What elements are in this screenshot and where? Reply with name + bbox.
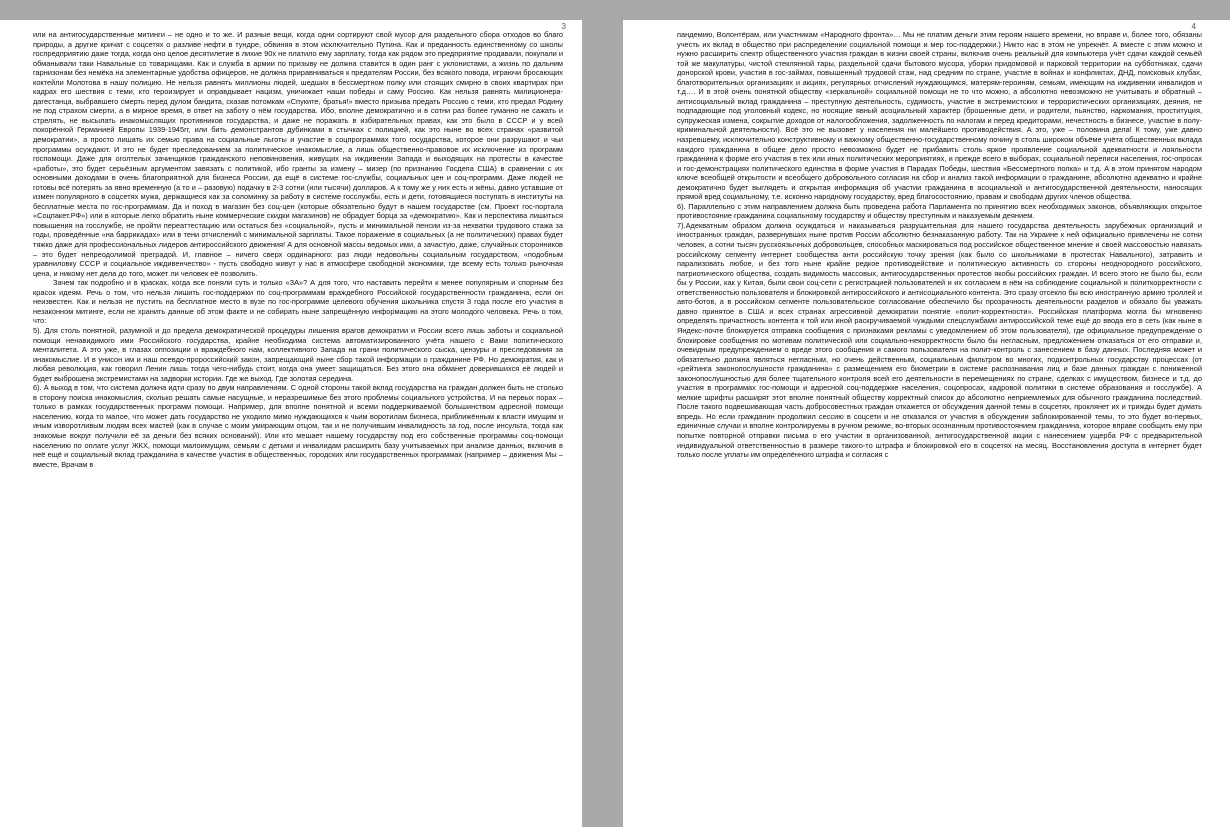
paragraph: пандемию, Волонтёрам, или участникам «Народного фронта»… Мы не платим деньги этим героям нашего времени, но вправе и, более того, обязаны учесть их вклад в общество при распределении социальной помощи и мер гос-поддержки.) Никто нас в этом не упрекнёт. А вместе с этим можно и нужно расширить спектр общественного участия граждан в жизни своей страны, включив очень реальный для компьютера учёт сдачи каждой семьёй той же макулатуры, чистой стеклянной тары, раздельной сдачи бытового мусора, уборки придомовой и парковой территории на субботниках, сдачи донорской крови, участия в гос-займах, повышенный трудовой стаж, над средним по стране, участие в войнах и конфликтах, ДНД, поисковых клубах, благотворительных организациях и акциях, регулярных отчислений нуждающимся, матерям-героиням, семьям, имеющим на иждивении инвалидов и т.д…. И в этой очень понятной обществу «зеркальной» социальной помощи не то что можно, а абсолютно невозможно не учитывать и обратный – антисоциальный вклад гражданина – преступную деятельность, судимость, участие в экстремистских и террористических организациях, деяния, не подпадающие под уголовный кодекс, но носящие явный асоциальный характер (брошенные дети, и родители, пьянство, наркомания, проституция, супружеская измена, сокрытие доходов от налогообложения, задолженность по налогам и перед кредиторами, нечестность в бизнесе, участие в полу-криминальной деятельности). Всё это не вызовет у населения ни малейшего противодействия. А это, уже – половина дела! К тому, уже давно назревшему, исключительно конструктивному и важному общественно-государственному почину в столь широком объёме учёта общественных вклада каждого гражданина в общее дело просто невозможно будет не прибавить столь яркое проявление социальной адекватности и лояльности гражданина к форме его участия в тех или иных политических мероприятиях, и прежде всего в выборах, социальной переписи населения, гос-опросах и гос-демонстрациях политического единства в форме участия в Парадах Победы, шествия «Бессмертного полка» и т.д. А в этом принятом народом ключе всеобщей открытости и всеобщего добровольного согласия на сбор и анализ такой информации о гражданине, абсолютно адекватно и крайне демократично будет выглядеть и открытая информация об участии гражданина в асоциальной и антигосударственной деятельности, наносящих прямой вред социальному, т.е. исконно народному государству, вред благосостоянию, правам и свободам других членов общества. [677,30,1202,202]
document-page-3 [0,20,582,827]
paragraph: или на антигосударственные митинги – не одно и то же. И разные вещи, когда одни сортируют свой мусор для раздельного сбора отходов во благо природы, а другие кричат с соцсетях о разливе нефти в тундре, обвиняя в этом исключительно Путина. Как и преданность единственному со школы госпредприятию даже тогда, когда оно целое десятилетие в лихие 90х не платило ему зарплату, тогда как рядом это предприятие продавали, покупали и обманывали таки Навальные со товарищами. Как и служба в армии по призыву не должна ставится в один ранг с уклонистами, а жизнь по дальним гарнизонам без немёка на элементарные удобства офицеров, не должна приравниваться к предателям России, без всякого повода, играючи бросающих коктейли Молотова в нашу полицию. Не нельзя равнять миллионы людей, шедших в бессмертном полку или стоящих смирно в своих квартирах при кадрах его шествия с теми, кто героизирует и оправдывает нацизм, уничижает наши победы и саму Россию. Как нельзя равнять милиционера-дагестанца, выбравшего смерть перед дулом бандита, сказав потомкам «Спуките, братья!» вместо призыва предать Россию с теми, кто предал Родину не под страхом смерти, а в мирное время, в ответ на заботу о нём государства. Ибо, вполне демократично и в сотни раз более гуманно не сажать и стрелять, не высылать инакомыслящих противников государства, и даже не поражать в избирательных правах, как это было в СССР и у всей покорённой Германией Европы 1939-1945гг, или бить демонстрантов дубинками в стычках с полицией, как это ныне во всех странах «развитой демократии», а просто лишать их семью права на социальные льготы и участие в соцпрограммах того государства, которое они разрушают и чьи программы осуждают. И это не будет преследованием за политическое инакомыслие, а лишь общественно-правовое их исключение из программ госпомощи. Даже для оголтелых зачинщиков гражданского неповиновения, живущих на иждивении Запада и выходящих на протесты в качестве «работы», это будет серьёзным аргументом завязать с политикой, ибо гранты за измену – мизер (по признанию Госдепа США) в сравнении с их основными доходами в очень благоприятной для бизнеса России, да ещё в системе гос-службы, социальных цен и соц-программ. Даже людей не готовы всё потерять за явно временную (а то и – разовую) подачку в 2-3 сотни (или тысячи) долларов. А к тому же у них есть и жёны, давно уставшие от измен популярного в соцсетях мужа, держащиеся как за соломинку за работу в системе госслужбы, есть и дети, готовящиеся поступать в институты на бесплатные места по гос-программам. Да и поход в магазин без соц-цен (которые обязательно будут в нашем государстве (см. Проект гос-портала «Соцпакет.РФ») или в которые легко обратить ныне коммерческие скидки магазинов) не обрадует борца за «демократию». Как и перспектива лишиться повышения на госслужбе, не пройти переаттестацию или остаться без «социальной», пусть и минимальной пенсии из-за нехватки трудового стажа за годы, проведённые «на баррикадах» или в тени отчислений с минимальной зарплаты. Такое поражение в социальных (а не политических) правах будет тяжко даже для профессиональных лидеров антироссийского движения! А для основной массы ведомых ими, а зачастую, даже, случайных сторонников – это будет непреодолимой преградой. И, главное – ничего сверх ординарного: раз люди недовольны социальным государством, «подобным уравниловку СССР и социальное иждивенчество» - пусть свободно живут у нас в атмосфере свободной экономики, где всему есть только рыночная цена, и никому нет дела до того, может ли человек её позволить. [33,30,563,278]
page-number: 3 [561,22,566,31]
page-number: 4 [1191,22,1196,31]
page-text [33,30,563,825]
paragraph: 6). Параллельно с этим направлением должна быть проведена работа Парламента по принятию всех необходимых законов, объявляющих открытое противостояние гражданина социальному государству и обществу преступным и наказуемым деянием. [677,201,1202,221]
paragraph: Зачем так подробно и в красках, когда все поняли суть и только «ЗА»? А для того, что наставить перейти к менее популярным и спорным без красок идеям. Речь о том, что нельзя лишить гос-поддержки по соц-программам враждебного Российской государственности гражданина, если он неизвестен. Как и нельзя не пустить на бесплатное место в вузе по гос-программе целевого обучения школьника спустя 3 года после его участия в незаконном митинге, если не хранить данные об этом факте и не собирать ныне запрещённую информацию на этого молодого человека. Речь о том, что: [33,278,563,326]
page-text [677,30,1202,825]
paragraph: 7).Адекватным образом должна осуждаться и наказываться разрушительная для нашего государства деятельность зарубежных организаций и иностранных граждан, развернувших ныне против России абсолютно безнаказанную работу. Так на Украине к ней официально привлечены не сотни человек, а сотни тысяч русскоязычных добровольцев, способных маскироваться под российское общественное мнение и своей массовостью навязать российскому сегменту интернет сообщества анти российскую точку зрения (как было со школьниками в протестах Навального), затравить и парализовать любое, и без того ныне крайне редкое противодействие и политическую активность со стороны неоднородного российского, патриотического общества, создать видимость массовых, антигосударственных протестов якобы российских граждан. И всего этого не было бы, если бы у России, как у Китая, были свои соц-сети с регистрацией пользователей и их согласием в нём на соблюдение социальной и политкорректности с ответственностью пользователя и блокировкой антироссийского и антисоциального контента. Это сразу отсекло бы всю иностранную армию троллей и авто-ботов, а в российском сегменте пользовательское согласование обеспечило бы прозрачность деятельности разделов и обязало бы уважать давно принятое в США и всех странах агрессивной демократии понятие «полит-корректности». Российская платформа могла бы мгновенно определять причастность контента к той или иной раскручиваемой чуждыми спецслужбами антироссийской теме ещё до ввода его в сеть (как ныне в Яндекс-почте блокируется отправка сообщения с признаками рекламы с уведомлением об этом пользователя), где официальное предупреждение о блокировке сообщения по мотивам политической или социально-некорректности было бы негласным, предложением отказаться от его отправки и, очевидным предупреждением о вреде этого сообщения и самого пользователя на полит-контроль с занесением в базу данных. Последняя может и обязательно должна являться негласным, но очень действенным, социальным фильтром во многих, подконтрольных государству процессах (от «рейтинга законопослушности гражданина» с размещением его биометрии в системе распознавания лиц и базе данных граждан с пониженной законопослушностью для более тщательного контроля всей его деятельности в перемещениях по стране, сделках с имуществом, бизнесе и т.д. до участия в программах гос-помощи и адресной соц-поддержке населения, соцопросах, кадровой политики в системе образования и госслужбе). А мелкие шрифты расширят этот вполне понятный обществу корректный список до абсолютно неприемлемых для обычного гражданина последствий. После такого подвешивающая часть добросовестных граждан откажется от обсуждения данной темы в соцсетях, проклянет их и трижды будет думать впредь. Но если гражданин продолжил сессию в соцсети и не отказался от участия в обсуждении заблокированной темы, то это будет во-первых, единичные случаи и вполне контролируемы в ручном режиме, во-вторых осознанным противостоянием гражданина, которое вправе сообщить ему при попытке повторной отправки письма о его участии в организованной, антигосударственной акции с нанесением ущерба РФ с предварительной индивидуальной ответственностью в размере такого-то штрафа и блокировкой его в соцсетях на месяц. Восстановления доступа в интернет будет только после уплаты им определённого штрафа и согласия с [677,220,1202,460]
document-page-4 [623,20,1230,827]
paragraph: 6). А выход в том, что система должна идти сразу по двум направлениям. С одной стороны такой вклад государства на граждан должен быть не столько в сторону поиска инакомыслия, сколько решать самые насущные, и неразрешимые без этого проблемы социального устройства. И на первых порах – только в рамках государственных программ помощи. Например, для вполне понятной и всеми поддерживаемой большинством адресной помощи населению, когда то малое, что может дать государство не уходило мимо нуждающихся к чьим воротилам бизнеса, приближённым к власти имущим и иным изворотливым людям всех мастей (как в случае с моим умирающим отцом, так и не получившим инвалидность за год, после инсульта, тогда как знакомые вокруг получили её за деньги без всяких оснований). Или кто мешает нашему государству под его собственные программы соц-помощи населению по оплате услуг ЖКХ, помощи малоимущим, семьям с детьми и инвалидам расширить базу учитываемых при анализе данных, включив в неё ещё и социальный вклад гражданина в качестве участия в общественных, городских или государственных программах (например – движения Мы – вместе, Врачам в [33,383,563,469]
paragraph: 5). Для столь понятной, разумной и до предела демократической процедуры лишения врагов демократии и России всего лишь заботы и социальной помощи ненавидимого ими Российского государства, крайне необходима система автоматизированного учёта нашего с Вами политического менталитета. А это уже, в глазах оппозиции и враждебного нам, коллективного Запада на грани политического сыска, цензуры и преследования за инакомыслие. И в унисон им и наш псевдо-пророссийский закон, запрещающий ныне сбор такой информации о гражданине РФ. Но демократия, как и любая революция, как говорил Ленин лишь тогда чего-нибудь стоит, когда она умеет защищаться. Без этого она обманет доверившихся её людей и будет выброшена экстремистами на задворки истории. Где же выход. Где золотая середина. [33,325,563,383]
page-gutter [582,0,623,827]
